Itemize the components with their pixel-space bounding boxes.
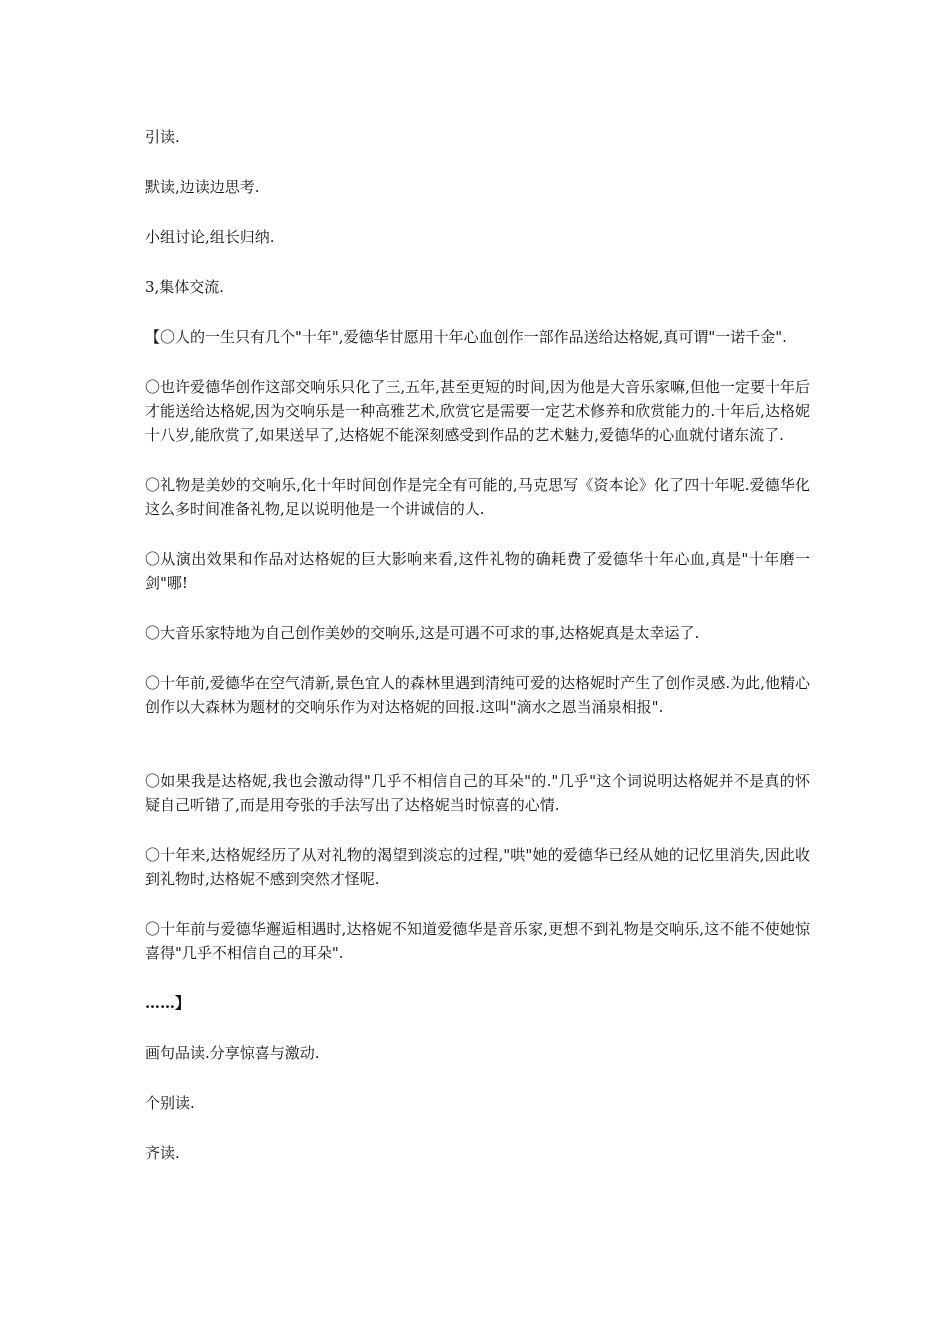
paragraph-silent-reading: 默读,边读边思考.	[145, 178, 260, 196]
paragraph-group-discussion: 小组讨论,组长归纳.	[145, 228, 275, 246]
paragraph-answer-8: 〇十年来,达格妮经历了从对礼物的渴望到淡忘的过程,"哄"她的爱德华已经从她的记忆里消失,因此收到礼物时,达格妮不感到突然才怪呢.	[145, 846, 810, 888]
paragraph-ellipsis-close: ……】	[145, 994, 191, 1012]
paragraph-answer-6: 〇十年前,爱德华在空气清新,景色宜人的森林里遇到清纯可爱的达格妮时产生了创作灵感.为此,他精心创作以大森林为题材的交响乐作为对达格妮的回报.这叫"滴水之恩当涌泉相报".	[145, 674, 810, 716]
paragraph-individual-reading: 个别读.	[145, 1094, 195, 1112]
paragraph-answer-4: 〇从演出效果和作品对达格妮的巨大影响来看,这件礼物的确耗费了爱德华十年心血,真是"十年磨一剑"哪!	[145, 550, 810, 592]
paragraph-answer-1: 【〇人的一生只有几个"十年",爱德华甘愿用十年心血创作一部作品送给达格妮,真可谓"一诺千金".	[145, 328, 787, 346]
paragraph-answer-5: 〇大音乐家特地为自己创作美妙的交响乐,这是可遇不可求的事,达格妮真是太幸运了.	[145, 624, 700, 642]
paragraph-answer-2: 〇也许爱德华创作这部交响乐只化了三,五年,甚至更短的时间,因为他是大音乐家嘛,但他一定要十年后才能送给达格妮,因为交响乐是一种高雅艺术,欣赏它是需要一定艺术修养和欣赏能力的.十年后,达格妮十八岁,能欣赏了,如果送早了,达格妮不能深刻感受到作品的艺术魅力,爱德华的心血就付诸东流了.	[145, 378, 810, 444]
paragraph-intro-reading: 引读.	[145, 128, 180, 146]
document-body	[145, 125, 810, 1191]
paragraph-answer-3: 〇礼物是美妙的交响乐,化十年时间创作是完全有可能的,马克思写《资本论》化了四十年呢.爱德华化这么多时间准备礼物,足以说明他是一个讲诚信的人.	[145, 476, 810, 518]
paragraph-answer-9: 〇十年前与爱德华邂逅相遇时,达格妮不知道爱德华是音乐家,更想不到礼物是交响乐,这不能不使她惊喜得"几乎不相信自己的耳朵".	[145, 920, 810, 962]
paragraph-collective-exchange: 3,集体交流.	[145, 278, 225, 296]
paragraph-group-reading: 齐读.	[145, 1144, 180, 1162]
paragraph-sentence-reading: 画句品读.分享惊喜与激动.	[145, 1044, 320, 1062]
paragraph-answer-7: 〇如果我是达格妮,我也会激动得"几乎不相信自己的耳朵"的."几乎"这个词说明达格妮并不是真的怀疑自己听错了,而是用夸张的手法写出了达格妮当时惊喜的心情.	[145, 772, 810, 814]
